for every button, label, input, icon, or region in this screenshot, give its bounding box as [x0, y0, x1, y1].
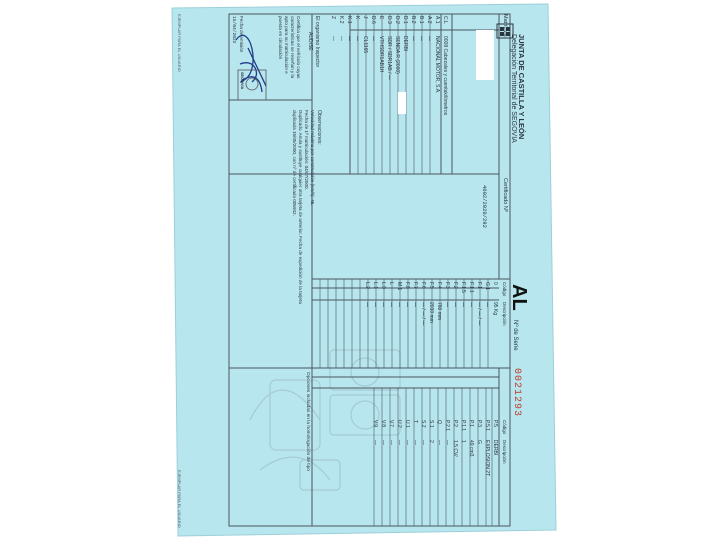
- right-field-code: Q: [436, 420, 442, 424]
- mid-field-value: 95 Kg: [492, 302, 498, 316]
- mid-field-code: F.4: [436, 282, 442, 289]
- certificado-label: Certificado Nº: [502, 178, 508, 212]
- right-field-code: P.2.1: [444, 420, 450, 432]
- left-field-code: D.6: [370, 16, 376, 24]
- right-field-value: —: [388, 440, 394, 445]
- mid-field-value: —: [452, 302, 458, 307]
- mid-field-code: F.7: [412, 282, 418, 289]
- mid-field-value: —: [372, 302, 378, 307]
- left-field-code: D.3: [386, 16, 392, 24]
- left-field-code: D.2: [394, 16, 400, 24]
- fecha-value: 15/04/2022: [231, 16, 236, 44]
- cert-text-1: Certifica que el vehículo cuyas: [296, 16, 301, 79]
- mid-field-code: L.1: [372, 282, 378, 289]
- mid-field-code: F.2: [452, 282, 458, 289]
- observaciones-line2: Fecha de 1ª matriculación: 04/07/2000.: [304, 110, 309, 190]
- left-field-value: —: [346, 36, 352, 41]
- fecha-label: Fecha de emisión: [239, 16, 244, 53]
- mid-field-code: F.6: [420, 282, 426, 289]
- right-field-value: —: [420, 440, 426, 445]
- mid-field-value: —: [484, 302, 490, 307]
- left-field-value: SDR / SDR1AB / —: [386, 36, 392, 80]
- mid-field-code: F.1.1: [468, 282, 474, 293]
- mid-field-code: F.5: [428, 282, 434, 289]
- right-field-code: U.2: [396, 420, 402, 428]
- mid-field-value: —: [404, 302, 410, 307]
- mid-header-desc: Descripción: [502, 302, 507, 326]
- left-field-value: —: [370, 36, 376, 41]
- right-field-value: —: [380, 440, 386, 445]
- left-field-code: K: [354, 16, 360, 20]
- right-field-value: 1: [460, 440, 466, 443]
- left-field-value: NACIONAL MOTOR, S.A.: [434, 36, 440, 94]
- observaciones-line4: duplicada 15/05/2000, con nº de certificado 005942.: [292, 110, 297, 216]
- right-field-value: —: [436, 440, 442, 445]
- right-field-code: P.1.1: [460, 420, 466, 432]
- mid-field-value: —: [388, 302, 394, 307]
- right-field-code: P.5.1: [484, 420, 490, 432]
- mid-field-code: L: [388, 282, 394, 285]
- left-field-value: VTHSDR1AB1H: [378, 36, 384, 73]
- mid-field-value: —: [380, 302, 386, 307]
- left-field-value: —: [410, 36, 416, 41]
- left-field-code: J: [362, 16, 368, 19]
- redaction-plate: [476, 30, 494, 80]
- mid-field-code: L.0: [380, 282, 386, 289]
- mid-field-value: —: [412, 302, 418, 307]
- right-field-value: 2: [428, 440, 434, 443]
- matricula-label: Matrícula: [502, 14, 508, 37]
- left-field-code: K.2: [338, 16, 344, 24]
- left-field-code: K.1: [346, 16, 352, 24]
- right-field-value: —: [404, 440, 410, 445]
- mid-field-value: —: [468, 302, 474, 307]
- mid-field-value: 780 mm: [436, 302, 442, 321]
- redaction-vin: [398, 92, 406, 114]
- mid-field-value: —: [460, 302, 466, 307]
- inspector-value: AUDISE: [307, 32, 313, 51]
- left-field-code: A.2: [426, 16, 432, 24]
- observaciones-label: Observaciones:: [316, 110, 322, 145]
- right-field-value: 1,5 CV/: [452, 440, 458, 457]
- left-field-code: C.L: [442, 16, 448, 24]
- left-field-value: —: [354, 36, 360, 41]
- right-field-code: S.1: [428, 420, 434, 428]
- mid-header-code: Código: [502, 282, 507, 297]
- left-field-code: D.1: [402, 16, 408, 24]
- right-header-code: Código: [502, 420, 507, 435]
- mid-field-code: M.1: [396, 282, 402, 291]
- cert-text-4: puesta en circulación: [278, 16, 283, 60]
- mid-field-value: —: [396, 302, 402, 307]
- mid-field-code: F.3: [444, 282, 450, 289]
- right-field-value: —: [412, 440, 418, 445]
- left-field-code: B.2: [410, 16, 416, 24]
- mid-field-code: F.1: [476, 282, 482, 289]
- mid-field-code: 0: [492, 282, 498, 285]
- right-field-code: S.2: [420, 420, 426, 428]
- right-field-value: DERBI: [492, 440, 498, 456]
- paper-background: [172, 4, 556, 536]
- mid-field-code: F.1.5: [460, 282, 466, 293]
- left-field-value: SENDA R (2000): [394, 36, 400, 74]
- right-field-code: V.9: [372, 420, 378, 428]
- authority-title: JUNTA DE CASTILLA Y LEÓN: [517, 34, 526, 140]
- footer-right: EJEMPLAR PARA EL USUARIO: [177, 470, 182, 528]
- right-header-desc: Descripción: [502, 440, 507, 464]
- left-field-code: B.1: [418, 16, 424, 24]
- cert-text-2: características se reseñan y la: [290, 16, 295, 79]
- right-field-value: G: [476, 440, 482, 444]
- footer-left: EJEMPLAR PARA EL USUARIO: [177, 14, 182, 72]
- left-field-code: E: [378, 16, 384, 20]
- right-field-code: T: [412, 420, 418, 424]
- right-field-code: U.1: [404, 420, 410, 428]
- left-field-value: 0008 Cabezales y cuentakilómetros: [442, 36, 448, 116]
- delegation-name: Delegación Territorial de SEGOVIA: [510, 34, 517, 143]
- mid-field-value: — / — / —: [476, 302, 482, 326]
- mid-field-code: G.1: [484, 282, 490, 291]
- left-field-code: A.1: [434, 16, 440, 24]
- right-field-value: —: [372, 440, 378, 445]
- mid-field-value: 2030 mm: [428, 302, 434, 323]
- series-label: Nº de Serie: [512, 320, 518, 351]
- inspector-label: El organismo Inspector: [314, 16, 320, 68]
- left-field-value: —: [330, 36, 336, 41]
- left-field-value: DERBI: [402, 36, 408, 52]
- certificado-value: 4002/2020/292: [481, 185, 488, 228]
- right-field-code: V.7: [388, 420, 394, 428]
- left-field-value: —: [418, 36, 424, 41]
- left-field-value: —: [338, 36, 344, 41]
- series-prefix: AL: [508, 284, 530, 311]
- left-field-value: —: [426, 36, 432, 41]
- right-field-code: P.3: [476, 420, 482, 427]
- right-field-value: EXPLOSION 2T: [484, 440, 490, 477]
- right-field-code: P.1: [468, 420, 474, 427]
- mid-field-value: —: [364, 302, 370, 307]
- cert-text-3: apto para su matriculación e: [284, 16, 289, 74]
- observaciones-line1: Velocidad máxima por construcción (km/h): 45.: [310, 110, 315, 206]
- right-field-value: 49 cm3: [468, 440, 474, 457]
- right-field-value: —: [396, 440, 402, 445]
- right-field-code: P.5: [492, 420, 498, 427]
- series-number: 0021293: [511, 368, 522, 418]
- left-field-value: CL1165: [362, 36, 368, 54]
- right-field-value: —: [444, 440, 450, 445]
- right-field-code: V.8: [380, 420, 386, 428]
- mid-field-code: L.2: [364, 282, 370, 289]
- observaciones-line3: Duplicado. Anula y sustituye cualquier otra tarjeta de anterior. Fecha de expedición de la tarjeta: [298, 110, 303, 304]
- left-field-code: Z: [330, 16, 336, 20]
- right-field-code: P.2: [452, 420, 458, 427]
- mid-field-value: —: [444, 302, 450, 307]
- stamp-text: SEGOVIA: [240, 72, 244, 90]
- mid-field-code: F.8: [404, 282, 410, 289]
- mid-field-value: — / — / —: [420, 302, 426, 326]
- opciones-label: Opciones incluidas en la homologación de tipo: [305, 372, 310, 471]
